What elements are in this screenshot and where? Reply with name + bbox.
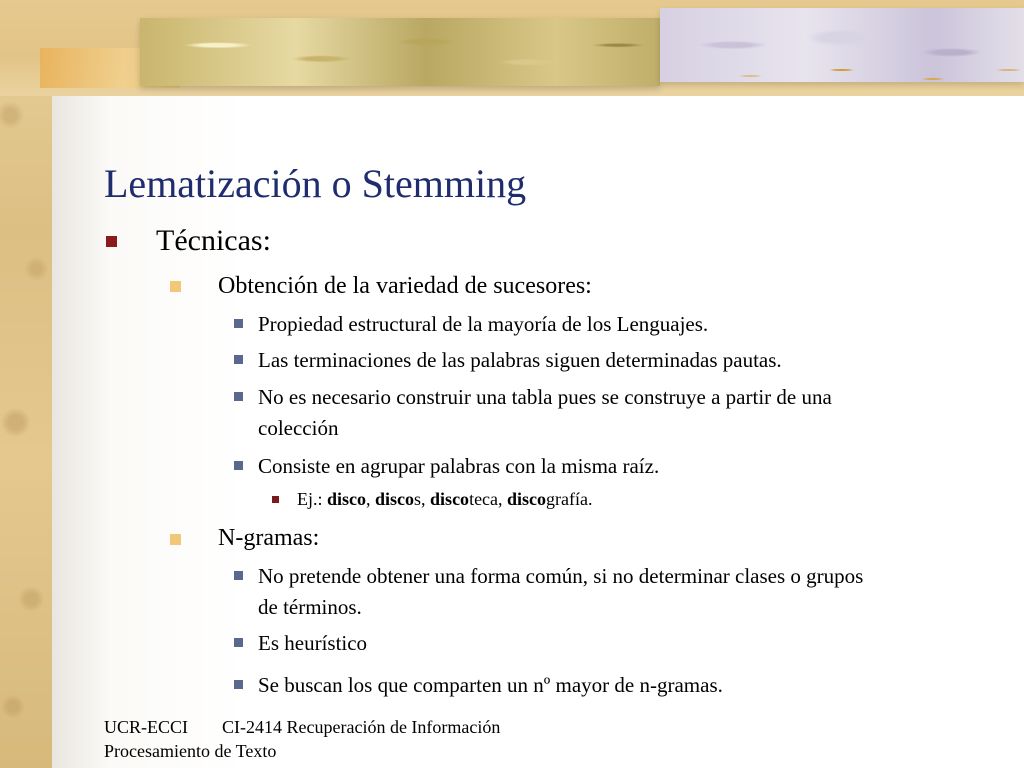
example-suffix: s [414,489,422,509]
bullet-l2 [170,281,181,292]
section2-item: No pretende obtener una forma común, si no determinar clases o grupos [258,564,864,588]
bullet-l2 [170,534,181,545]
section2-item: Se buscan los que comparten un nº mayor de n-gramas. [258,673,723,697]
example-word: disco [375,489,415,509]
bullet-l3 [234,571,243,580]
example-word: disco [327,489,367,509]
section1-item: Consiste en agrupar palabras con la misma raíz. [258,454,660,478]
header-banner [0,0,1024,96]
slide-title: Lematización o Stemming [104,161,527,206]
section2-item-continuation: de términos. [258,595,362,619]
example-separator: , [366,489,376,509]
example-prefix: Ej.: [297,489,327,509]
section1-item-continuation: colección [258,416,339,440]
example-separator: , [421,489,431,509]
bullet-l3 [234,638,243,647]
section1-item: No es necesario construir una tabla pues se construye a partir de una [258,385,832,409]
bullet-l3 [234,680,243,689]
parchment-background [0,0,52,768]
bullet-l3 [234,355,243,364]
bullet-l3 [234,461,243,470]
footer-course: CI-2414 Recuperación de Información [222,717,501,737]
bullet-l4 [272,496,279,503]
example-suffix: teca [469,489,499,509]
example-word: disco [430,489,470,509]
section2-heading: N-gramas: [218,525,320,551]
bullet-l1 [106,236,117,247]
banner-leaf-image [140,18,660,86]
example-end: . [588,489,593,509]
example-suffix: grafía [546,489,589,509]
section1-heading: Obtención de la variedad de sucesores: [218,273,592,299]
banner-gold-leaves [720,58,1024,88]
level1-heading: Técnicas: [156,224,271,257]
section1-item: Las terminaciones de las palabras siguen determinadas pautas. [258,348,782,372]
bullet-l3 [234,319,243,328]
bullet-l3 [234,392,243,401]
footer-topic: Procesamiento de Texto [104,741,277,761]
section2-item: Es heurístico [258,631,368,655]
example-word: disco [507,489,547,509]
example-line [297,487,593,511]
footer-org: UCR-ECCI [104,717,189,737]
section1-item: Propiedad estructural de la mayoría de los Lenguajes. [258,312,709,336]
example-separator: , [498,489,508,509]
